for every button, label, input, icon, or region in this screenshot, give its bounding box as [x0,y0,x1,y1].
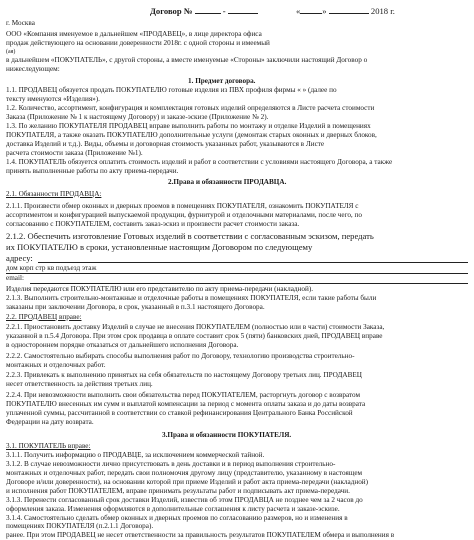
section-2-line: монтажных и отделочных работ. [6,361,106,369]
intro-line: нижеследующем: [6,65,60,73]
section-3-line: 3.1.2. В случае невозможности лично присутствовать в день доставки и в период выполнения строительно- [6,460,336,468]
section-2-line: Изделия передаются ПОКУПАТЕЛЮ или его представителю по акту приема-передачи (накладной). [6,285,314,293]
section-2-line: 2.2.1. Приостановить доставку Изделий в случае не внесения ПОКУПАТЕЛЕМ (полностью или в части) стоимости Заказа, [6,323,385,331]
contract-number-blank-2 [228,6,258,14]
section-1-line: доставка Изделий и т.д.). Виды, объемы и договорная стоимость указанных работ, указываются в Листе [6,140,325,148]
section-1-line: 1.2. Количество, ассортимент, конфигурация и комплектация готовых изделий определяются в Листе расчета стоимости [6,104,375,112]
section-3-line: оформления заказа. Изменения оформляются в дополнительные соглашения к листу расчета и заказе-эскизе. [6,505,340,513]
section-3-title: 3.Права и обязанности ПОКУПАТЕЛЯ. [162,431,292,439]
address-fields-underline [6,264,468,274]
section-1-title: 1. Предмет договора. [188,77,256,85]
section-1-line: тексту именуются «Изделия»). [6,95,100,103]
address-label: адресу: [6,253,33,263]
section-3-line: Договоре и/или доверенности), на основании которой при приеме Изделий и работ акта приема-передачи (накладной) [6,478,369,486]
email-label: email: [6,274,24,282]
section-2-line: 2.1.2. Обеспечить изготовление Готовых изделий в соответствии с согласованным эскизом, передать [6,231,374,241]
intro-line: (ая) [6,49,16,55]
email-blank-line [30,274,468,284]
section-3-line: помещениях ПОКУПАТЕЛЯ (п.2.1.1 Договора). [6,522,154,530]
date-month-blank [329,6,369,14]
section-3-line: 3.1.3. Перенести согласованный срок доставки Изделий, известив об этом ПРОДАВЦА не позднее чем за 2 часов до [6,496,363,504]
section-2-line: 2.2.4. При невозможности выполнить свои обязательства перед ПОКУПАТЕЛЕМ, расторгнуть договор с возвратом [6,391,361,399]
section-3-line: 3.1.1. Получить информацию о ПРОДАВЦЕ, за исключением коммерческой тайной. [6,451,265,459]
section-1-line: Заказа (Приложение № 1 к настоящему Договору) и заказе-эскизе (Приложение № 2). [6,113,269,121]
section-1-line: 1.4. ПОКУПАТЕЛЬ обязуется оплатить стоимость изделий и работ в соответствии с условиями настоящего Договора, а также [6,158,393,166]
section-1-line: ПОКУПАТЕЛЯ, а также оказать ПОКУПАТЕЛЮ дополнительные услуги (демонтаж старых оконных и дверных блоков, [6,131,377,139]
contract-number-label: Договор № [150,6,193,16]
section-3-line: монтажных и отделочных работ, передать свои полномочия другому лицу (представителю, указанному в настоящем [6,469,363,477]
section-2-line: указанной в п.5.4 Договора. При этом срок продавца в оплате составит срок 5 (пяти) банковских дней, ПРОДАВЕЦ вправе [6,332,383,340]
section-2-line: 2.2.2. Самостоятельно выбирать способы выполнения работ по Договору, технологию производства строительно- [6,352,355,360]
contract-title [150,6,258,17]
section-2-line: 2.1.3. Выполнить строительно-монтажные и отделочные работы в помещениях ПОКУПАТЕЛЯ, если такие работы были [6,294,377,302]
section-3-line: и исполнения работ ПОКУПАТЕЛЕМ, вправе принимать результаты работ и подписывать акт приема-передачи. [6,487,350,495]
contract-number-blank [195,6,221,14]
section-2-line: 2.2.3. Привлекать к выполнению принятых на себя обязательств по настоящему Договору третьих лиц. ПРОДАВЕЦ [6,371,362,379]
section-2-line: уплаченной суммы, рассчитанной в соответствии со ставкой рефинансирования Центрального Банка Российской [6,409,353,417]
intro-line: продаж действующего на основании доверенности 2018г. с одной стороны и имеемый [6,39,270,47]
contract-year: 2018 г. [370,6,395,16]
section-1-line: 1.3. По желанию ПОКУПАТЕЛЯ ПРОДАВЕЦ вправе выполнить работы по монтажу и отделке Изделий в помещениях [6,122,371,130]
section-2-title: 2.Права и обязанности ПРОДАВЦА. [168,178,287,186]
section-2-line: Федерации на дату возврата. [6,418,94,426]
section-2-subtitle: 2.1. Обязанности ПРОДАВЦА: [6,190,102,198]
section-2-line: в одностороннем порядке отказаться от дальнейшего исполнения Договора. [6,341,239,349]
section-2-line: их ПОКУПАТЕЛЮ в сроки, установленные настоящим Договором по следующему [6,242,313,252]
intro-line: в дальнейшем «ПОКУПАТЕЛЬ», с другой стороны, а вместе именуемые «Стороны» заключили настоящий Договор о [6,56,368,64]
section-2-line: ассортиментом и конфигурацией выпускаемой продукции, фурнитурой и отделочными материалами, после чего, по [6,211,362,219]
section-1-line: принять выполненные работы по акту приема-передачи. [6,167,179,175]
contract-date: « » 2018 г. [296,6,395,16]
date-day-blank [300,6,322,14]
section-1-line: 1.1. ПРОДАВЕЦ обязуется продать ПОКУПАТЕЛЮ готовые изделия из ПВХ профиля фирмы « » (далее по [6,86,337,94]
section-3-last-line: ранее. При этом ПРОДАВЕЦ не несет ответственности за правильность результатов ПОКУПАТЕЛЕМ обмера и выполнения в [6,531,395,539]
section-2-subtitle: 2.2. ПРОДАВЕЦ вправе: [6,313,82,321]
section-2-line: согласованию с ПОКУПАТЕЛЕМ, составить заказ-эскиз и произвести расчет стоимости заказа. [6,220,300,228]
intro-line: ООО «Компания именуемое в дальнейшем «ПРОДАВЕЦ», в лице директора офиса [6,30,262,38]
section-1-line: расчета стоимости заказа (Приложение №1). [6,149,143,157]
section-2-line: несет ответственность за действия третьих лиц. [6,380,153,388]
section-2-line: ПОКУПАТЕЛЮ внесенных им сумм и выплатой компенсации за период с момента оплаты заказа и до даты возврата [6,400,366,408]
contract-number-dash: - [222,6,226,16]
contract-city: г. Москва [6,19,35,27]
section-3-subtitle: 3.1. ПОКУПАТЕЛЬ вправе: [6,442,91,450]
section-3-line: 3.1.4. Самостоятельно сделать обмер оконных и дверных проемов по согласованию размеров, но и изменения в [6,514,348,522]
section-2-line: 2.1.1. Произвести обмер оконных и дверных проемов в помещениях ПОКУПАТЕЛЯ, ознакомить ПОКУПАТЕЛЯ с [6,202,359,210]
address-blank-line [38,253,468,263]
address-fields: дом корп стр кв подъезд этаж [6,264,97,272]
section-2-line: заказаны при заключении Договора, в срок, указанный в п.3.1 настоящего Договора. [6,303,265,311]
